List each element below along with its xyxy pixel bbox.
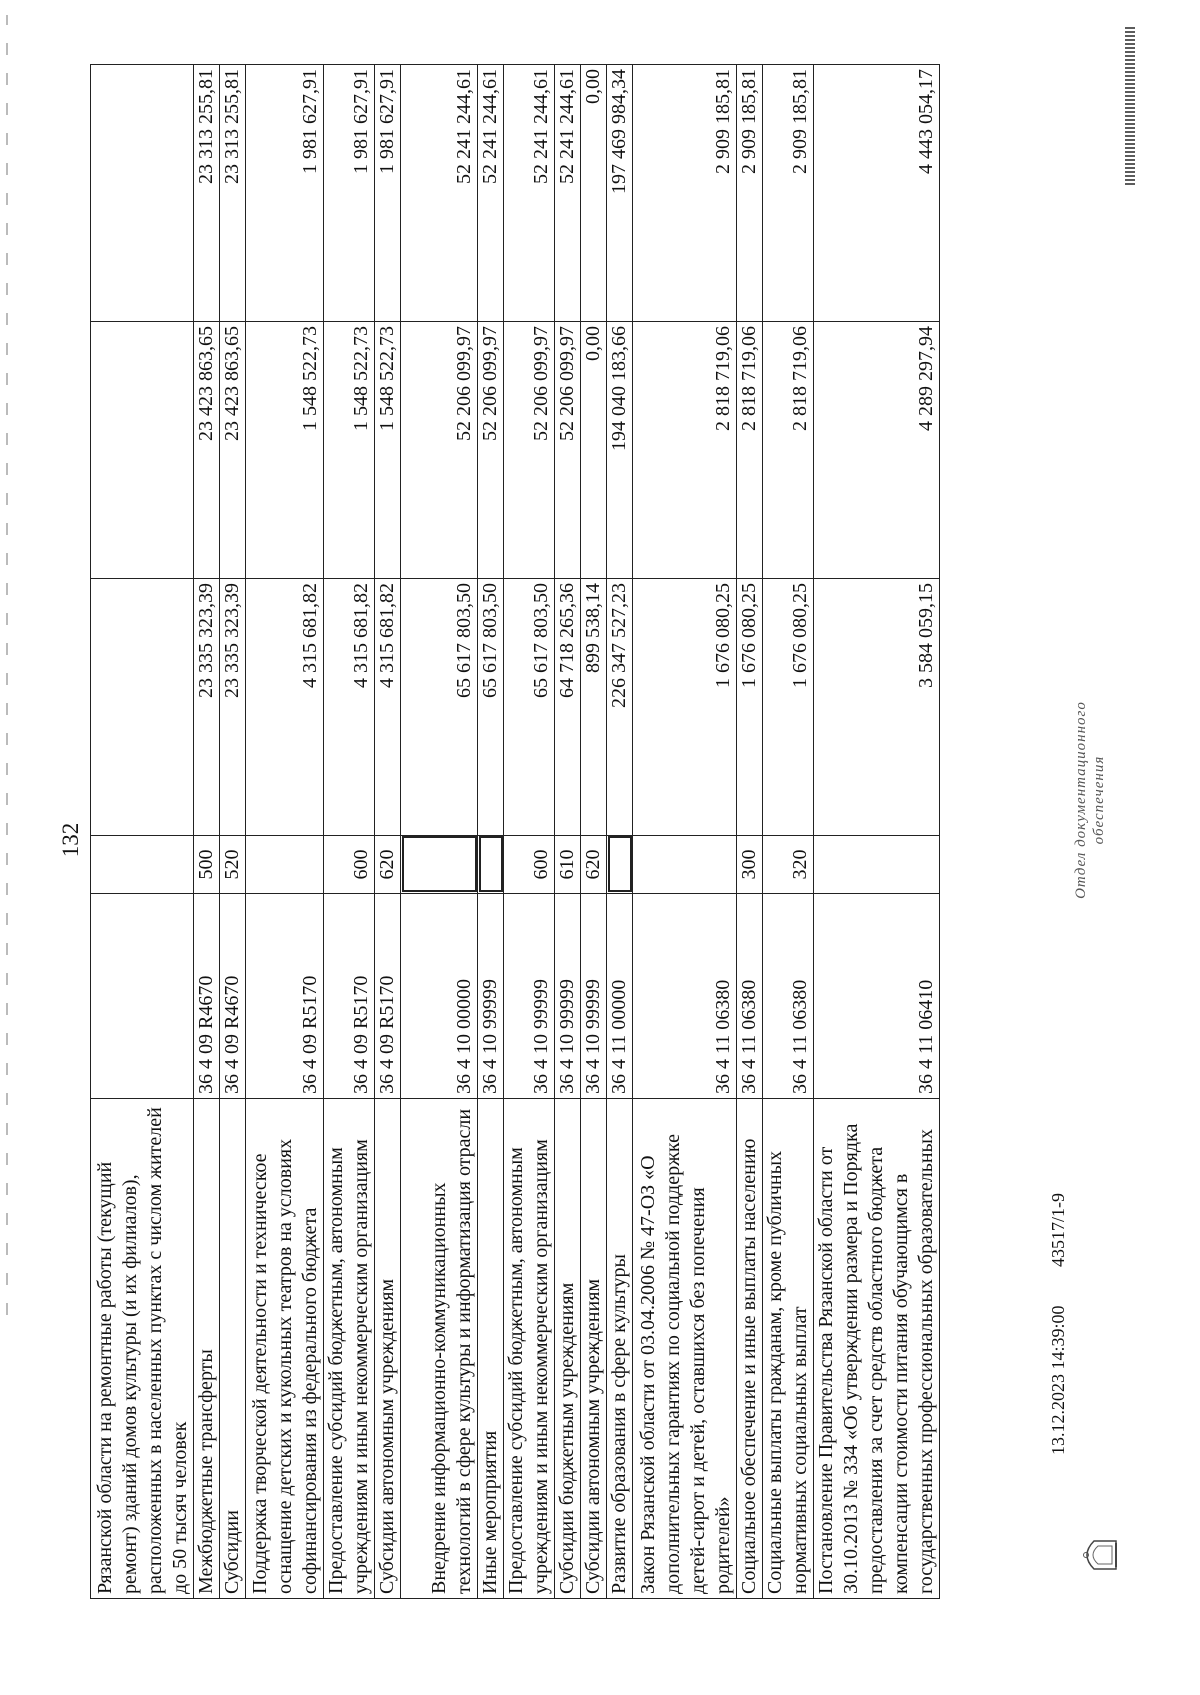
row-sum-2026-cell: [91, 65, 194, 322]
row-code-cell: 36 4 11 06380: [633, 894, 737, 1099]
row-sum-2025-cell: 23 423 863,65: [194, 322, 220, 579]
row-sum-2026-cell: 1 981 627,91: [246, 65, 324, 322]
row-sum-2025-cell: 1 548 522,73: [375, 322, 401, 579]
row-sum-2024-cell: 23 335 323,39: [194, 579, 220, 836]
row-sum-2024-cell: 23 335 323,39: [220, 579, 246, 836]
row-sum-2025-cell: 1 548 522,73: [324, 322, 375, 579]
row-sum-2024-cell: 65 617 803,50: [478, 579, 504, 836]
budget-table-body: [91, 65, 940, 1599]
table-row: [91, 65, 194, 1599]
table-row: [763, 65, 814, 1599]
row-sum-2025-cell: 1 548 522,73: [246, 322, 324, 579]
row-sum-2026-cell: 2 909 185,81: [633, 65, 737, 322]
row-type-cell: 620: [375, 836, 401, 894]
row-sum-2026-cell: 197 469 984,34: [607, 65, 633, 322]
row-name-cell: Субсидии автономным учреждениям: [375, 1099, 401, 1599]
row-sum-2026-cell: 52 241 244,61: [555, 65, 581, 322]
row-sum-2024-cell: 3 584 059,15: [814, 579, 940, 836]
row-name-cell: Межбюджетные трансферты: [194, 1099, 220, 1599]
row-type-cell: 300: [737, 836, 763, 894]
table-row: [555, 65, 581, 1599]
row-name-cell: Предоставление субсидий бюджетным, автономным учреждениям и иным некоммерческим организациям: [504, 1099, 555, 1599]
row-sum-2024-cell: 226 347 527,23: [607, 579, 633, 836]
row-code-cell: 36 4 10 00000: [401, 894, 478, 1099]
row-name-cell: Социальное обеспечение и иные выплаты населению: [737, 1099, 763, 1599]
row-sum-2026-cell: 23 313 255,81: [220, 65, 246, 322]
row-code-cell: 36 4 09 R4670: [220, 894, 246, 1099]
row-code-cell: 36 4 09 R5170: [324, 894, 375, 1099]
row-type-cell: [607, 836, 633, 894]
budget-table: [90, 64, 940, 1599]
row-sum-2025-cell: 52 206 099,97: [504, 322, 555, 579]
row-name-cell: Рязанской области на ремонтные работы (текущий ремонт) зданий домов культуры (и их филиалов), расположенных в населенных пунктах с числом жителей до 50 тысяч человек: [91, 1099, 194, 1599]
table-row: [737, 65, 763, 1599]
row-sum-2025-cell: 2 818 719,06: [633, 322, 737, 579]
row-code-cell: 36 4 10 99999: [504, 894, 555, 1099]
coat-of-arms-icon: [1080, 1535, 1118, 1575]
row-type-cell: 620: [581, 836, 607, 894]
row-sum-2025-cell: 4 289 297,94: [814, 322, 940, 579]
row-sum-2024-cell: 65 617 803,50: [401, 579, 478, 836]
row-sum-2026-cell: 0,00: [581, 65, 607, 322]
table-row: [607, 65, 633, 1599]
department-stamp: [1072, 675, 1108, 925]
row-sum-2026-cell: 52 241 244,61: [401, 65, 478, 322]
row-sum-2025-cell: 52 206 099,97: [555, 322, 581, 579]
row-sum-2024-cell: [91, 579, 194, 836]
row-sum-2025-cell: 52 206 099,97: [478, 322, 504, 579]
row-sum-2024-cell: 899 538,14: [581, 579, 607, 836]
table-row: [220, 65, 246, 1599]
row-code-cell: 36 4 09 R5170: [246, 894, 324, 1099]
row-type-cell: [246, 836, 324, 894]
row-name-cell: Внедрение информационно-коммуникационных технологий в сфере культуры и информатизация отрасли: [401, 1099, 478, 1599]
row-sum-2024-cell: 64 718 265,36: [555, 579, 581, 836]
row-name-cell: Закон Рязанской области от 03.04.2006 № 47-ОЗ «О дополнительных гарантиях по социальной поддержке детей-сирот и детей, оставшихся без попечения родителей»: [633, 1099, 737, 1599]
table-row: [401, 65, 478, 1599]
row-name-cell: Иные мероприятия: [478, 1099, 504, 1599]
print-datetime: 13.12.2023 14:39:00: [1048, 1305, 1068, 1455]
row-sum-2024-cell: 1 676 080,25: [737, 579, 763, 836]
row-code-cell: 36 4 11 06410: [814, 894, 940, 1099]
row-code-cell: [91, 894, 194, 1099]
barcode-marks: [1125, 25, 1135, 185]
row-sum-2026-cell: 4 443 054,17: [814, 65, 940, 322]
row-sum-2024-cell: 4 315 681,82: [375, 579, 401, 836]
row-sum-2024-cell: 4 315 681,82: [246, 579, 324, 836]
table-row: [194, 65, 220, 1599]
row-code-cell: 36 4 10 99999: [581, 894, 607, 1099]
page-number: 132: [58, 822, 83, 858]
row-type-cell: [91, 836, 194, 894]
table-row: [478, 65, 504, 1599]
stamp-line-1: Отдел документационного: [1073, 701, 1089, 899]
row-code-cell: 36 4 11 00000: [607, 894, 633, 1099]
row-type-cell: 600: [324, 836, 375, 894]
row-type-cell: [814, 836, 940, 894]
row-type-cell: 610: [555, 836, 581, 894]
row-sum-2026-cell: 1 981 627,91: [375, 65, 401, 322]
row-type-cell: 500: [194, 836, 220, 894]
row-name-cell: Субсидии автономным учреждениям: [581, 1099, 607, 1599]
stamp-line-2: обеспечения: [1091, 755, 1107, 845]
row-name-cell: Развитие образования в сфере культуры: [607, 1099, 633, 1599]
row-name-cell: Предоставление субсидий бюджетным, автономным учреждениям и иным некоммерческим организациям: [324, 1099, 375, 1599]
table-row: [633, 65, 737, 1599]
row-sum-2025-cell: 194 040 183,66: [607, 322, 633, 579]
row-sum-2026-cell: 2 909 185,81: [763, 65, 814, 322]
row-sum-2026-cell: 23 313 255,81: [194, 65, 220, 322]
table-row: [814, 65, 940, 1599]
row-type-cell: 320: [763, 836, 814, 894]
row-code-cell: 36 4 10 99999: [555, 894, 581, 1099]
row-name-cell: Поддержка творческой деятельности и техническое оснащение детских и кукольных театров на условиях софинансирования из федерального бюджета: [246, 1099, 324, 1599]
row-code-cell: 36 4 10 99999: [478, 894, 504, 1099]
table-row: [324, 65, 375, 1599]
row-sum-2026-cell: 1 981 627,91: [324, 65, 375, 322]
row-code-cell: 36 4 09 R5170: [375, 894, 401, 1099]
row-sum-2024-cell: 65 617 803,50: [504, 579, 555, 836]
row-sum-2026-cell: 52 241 244,61: [478, 65, 504, 322]
row-name-cell: Субсидии бюджетным учреждениям: [555, 1099, 581, 1599]
table-row: [246, 65, 324, 1599]
row-sum-2025-cell: 0,00: [581, 322, 607, 579]
row-sum-2025-cell: 23 423 863,65: [220, 322, 246, 579]
row-sum-2024-cell: 4 315 681,82: [324, 579, 375, 836]
row-type-cell: [478, 836, 504, 894]
row-sum-2024-cell: 1 676 080,25: [633, 579, 737, 836]
row-code-cell: 36 4 09 R4670: [194, 894, 220, 1099]
document-number: 43517/1-9: [1048, 1193, 1068, 1267]
row-code-cell: 36 4 11 06380: [737, 894, 763, 1099]
row-sum-2026-cell: 2 909 185,81: [737, 65, 763, 322]
row-type-cell: [633, 836, 737, 894]
row-type-cell: [401, 836, 478, 894]
row-sum-2025-cell: 2 818 719,06: [763, 322, 814, 579]
row-sum-2025-cell: 52 206 099,97: [401, 322, 478, 579]
table-row: [581, 65, 607, 1599]
row-sum-2024-cell: 1 676 080,25: [763, 579, 814, 836]
scan-artifact: [6, 15, 8, 1315]
row-name-cell: Социальные выплаты гражданам, кроме публичных нормативных социальных выплат: [763, 1099, 814, 1599]
table-row: [375, 65, 401, 1599]
row-sum-2025-cell: 2 818 719,06: [737, 322, 763, 579]
table-row: [504, 65, 555, 1599]
row-type-cell: 520: [220, 836, 246, 894]
row-name-cell: Постановление Правительства Рязанской области от 30.10.2013 № 334 «Об утверждении размера и Порядка предоставления за счет средств областного бюджета компенсации стоимости питания обучающимся в государственных профессиональных образовательных: [814, 1099, 940, 1599]
row-sum-2026-cell: 52 241 244,61: [504, 65, 555, 322]
row-code-cell: 36 4 11 06380: [763, 894, 814, 1099]
row-name-cell: Субсидии: [220, 1099, 246, 1599]
row-type-cell: 600: [504, 836, 555, 894]
row-sum-2025-cell: [91, 322, 194, 579]
